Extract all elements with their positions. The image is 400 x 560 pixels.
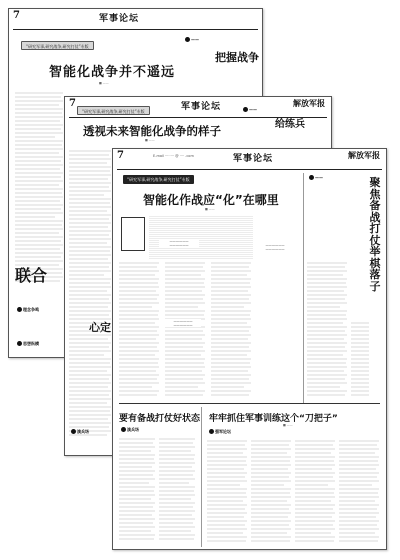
series-tag: “研究军事,研究战争,研究打仗”专版 bbox=[77, 106, 150, 115]
lead-paragraph bbox=[149, 215, 253, 259]
headline: 透视未来智能化战争的样子 bbox=[83, 124, 221, 138]
text-column bbox=[69, 149, 113, 439]
bottom-left-text bbox=[119, 437, 197, 545]
text-column bbox=[15, 91, 65, 291]
bullet-mark-icon bbox=[309, 175, 314, 180]
vertical-headline bbox=[367, 177, 383, 292]
page-number: 7 bbox=[117, 150, 124, 161]
column-mark: 演兵场 bbox=[121, 427, 139, 433]
column-mark: 强军论坛 bbox=[209, 429, 231, 435]
bullet-mark-icon bbox=[209, 429, 214, 434]
byline: ■ —— bbox=[205, 207, 215, 211]
series-tag: “研究军事,研究战争,研究打仗”专版 bbox=[21, 41, 94, 50]
header-rule bbox=[117, 169, 382, 170]
bullet-mark-icon bbox=[185, 37, 190, 42]
section-title: 军事论坛 bbox=[99, 14, 140, 24]
page-number: 7 bbox=[13, 10, 20, 21]
headline: 智能化战争并不遥远 bbox=[49, 65, 176, 80]
byline: ■ —— bbox=[99, 81, 109, 85]
bullet-mark-icon bbox=[121, 427, 126, 432]
masthead-logo: 解放军报 bbox=[293, 98, 325, 108]
byline: ■ —— bbox=[145, 138, 155, 142]
headline: 智能化作战应“化”在哪里 bbox=[143, 193, 279, 207]
subheading: —————— —————— bbox=[159, 239, 199, 247]
subheading: —————— —————— bbox=[165, 319, 201, 327]
bottom-right-headline: 牢牢抓住军事训练这个“刀把子” bbox=[209, 414, 338, 424]
vertical-title-fragment: 心定 bbox=[89, 321, 111, 334]
column-mark: —— bbox=[185, 37, 199, 42]
byline: ■ —— bbox=[283, 423, 293, 427]
page-number: 7 bbox=[69, 98, 76, 109]
column-mark: —— bbox=[309, 175, 323, 180]
side-headline: 把握战争 bbox=[215, 51, 259, 64]
column-mark: 理念争鸣 bbox=[17, 307, 39, 313]
masthead-logo: 解放军报 bbox=[348, 150, 380, 160]
section-divider bbox=[119, 403, 380, 404]
section-title: 军事论坛 bbox=[181, 102, 222, 112]
header-rule bbox=[13, 29, 258, 30]
series-tag: “研究军事,研究战争,研究打仗”专版 bbox=[123, 175, 194, 184]
bullet-mark-icon bbox=[17, 307, 22, 312]
column-divider bbox=[201, 407, 202, 547]
sidebar-box bbox=[121, 217, 145, 251]
page-header bbox=[113, 149, 386, 171]
column-mark: 演兵场 bbox=[71, 429, 89, 435]
section-title: 军事论坛 bbox=[233, 154, 274, 164]
column-mark: 思想纵横 bbox=[17, 341, 39, 347]
bottom-right-text bbox=[207, 439, 383, 547]
edition-url: E-mail ········ @ ···· .com bbox=[153, 154, 194, 158]
vertical-headline-text: 聚 焦 备 战 打 仗 举 棋 落 子 bbox=[369, 176, 381, 293]
bottom-left-headline: 要有备战打仗好状态 bbox=[119, 414, 201, 424]
subheading: —————— —————— bbox=[255, 243, 295, 251]
body-text-columns bbox=[119, 261, 369, 401]
bullet-mark-icon bbox=[243, 107, 248, 112]
bullet-mark-icon bbox=[17, 341, 22, 346]
page-header bbox=[9, 9, 262, 31]
vertical-title-fragment: 联合 bbox=[15, 266, 48, 285]
side-headline: 给练兵 bbox=[275, 119, 305, 130]
newspaper-page-front bbox=[112, 148, 387, 550]
column-mark: —— bbox=[243, 107, 257, 112]
bullet-mark-icon bbox=[71, 429, 76, 434]
